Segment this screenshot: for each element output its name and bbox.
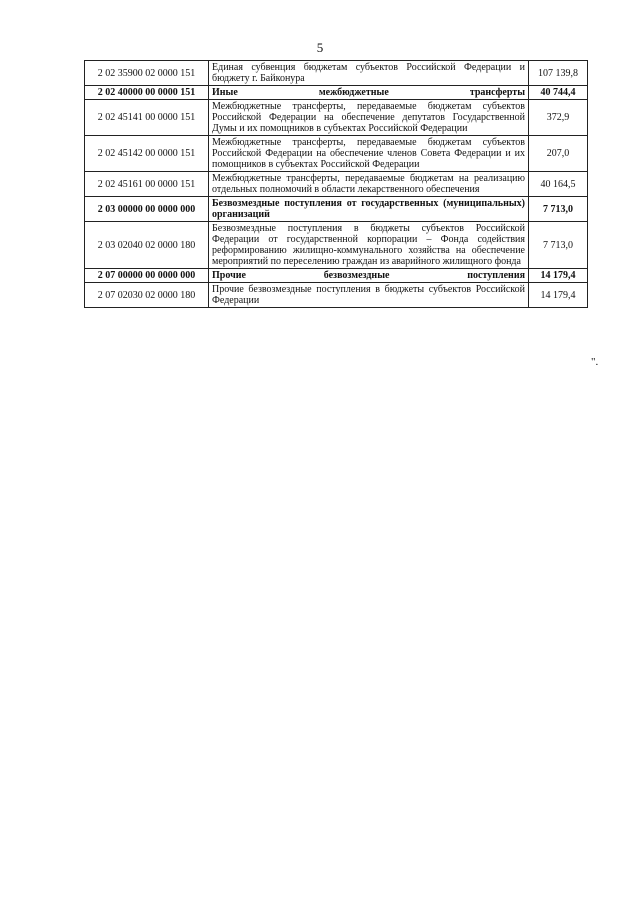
budget-code: 2 03 02040 02 0000 180: [85, 222, 209, 269]
budget-code: 2 07 02030 02 0000 180: [85, 283, 209, 308]
revenue-description: Межбюджетные трансферты, передаваемые бюджетам субъектов Российской Федерации на обеспечение членов Совета Федерации и их помощников в субъектах Российской Федерации: [209, 136, 529, 172]
page-number: 5: [316, 40, 324, 55]
revenue-description: Безвозмездные поступления в бюджеты субъектов Российской Федерации от государственной корпорации – Фонда содействия реформированию жилищно-коммунального хозяйства на обеспечение мероприятий по переселению граждан из аварийного жилищного фонда: [209, 222, 529, 269]
table-row: [85, 61, 588, 86]
budget-code: 2 02 45141 00 0000 151: [85, 100, 209, 136]
revenue-description: Межбюджетные трансферты, передаваемые бюджетам на реализацию отдельных полномочий в области лекарственного обеспечения: [209, 172, 529, 197]
table-row-group-total: [85, 197, 588, 222]
budget-code: 2 07 00000 00 0000 000: [85, 269, 209, 283]
budget-code: 2 03 00000 00 0000 000: [85, 197, 209, 222]
amount-value: 40 744,4: [529, 86, 588, 100]
amount-value: 7 713,0: [529, 197, 588, 222]
closing-quote-mark: ".: [591, 356, 599, 368]
revenue-description: Межбюджетные трансферты, передаваемые бюджетам субъектов Российской Федерации на обеспечение депутатов Государственной Думы и их помощников в субъектах Российской Федерации: [209, 100, 529, 136]
revenue-description: Иные межбюджетные трансферты: [209, 86, 529, 100]
table-row-group-total: [85, 269, 588, 283]
budget-revenue-table: [84, 60, 588, 308]
amount-value: 107 139,8: [529, 61, 588, 86]
amount-value: 40 164,5: [529, 172, 588, 197]
amount-value: 14 179,4: [529, 269, 588, 283]
table-row: [85, 100, 588, 136]
table-row: [85, 283, 588, 308]
table-row: [85, 136, 588, 172]
amount-value: 14 179,4: [529, 283, 588, 308]
amount-value: 207,0: [529, 136, 588, 172]
budget-code: 2 02 40000 00 0000 151: [85, 86, 209, 100]
revenue-description: Безвозмездные поступления от государственных (муниципальных) организаций: [209, 197, 529, 222]
table-row: [85, 172, 588, 197]
revenue-description: Единая субвенция бюджетам субъектов Российской Федерации и бюджету г. Байконура: [209, 61, 529, 86]
budget-code: 2 02 45161 00 0000 151: [85, 172, 209, 197]
budget-code: 2 02 35900 02 0000 151: [85, 61, 209, 86]
revenue-description: Прочие безвозмездные поступления в бюджеты субъектов Российской Федерации: [209, 283, 529, 308]
amount-value: 7 713,0: [529, 222, 588, 269]
budget-code: 2 02 45142 00 0000 151: [85, 136, 209, 172]
amount-value: 372,9: [529, 100, 588, 136]
table-row-group-total: [85, 86, 588, 100]
revenue-description: Прочие безвозмездные поступления: [209, 269, 529, 283]
table-row: [85, 222, 588, 269]
